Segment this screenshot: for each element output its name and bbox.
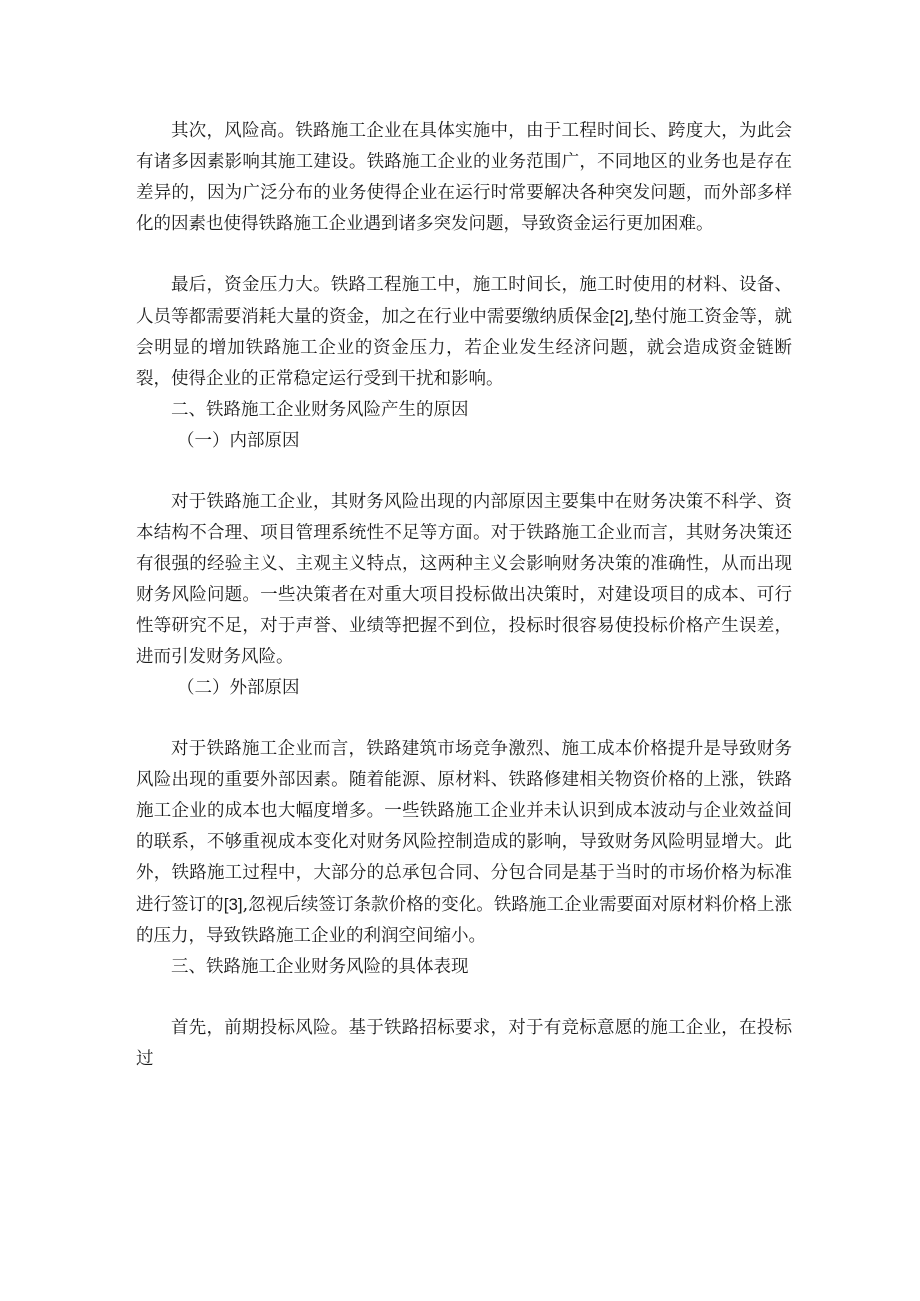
paragraph-risk-high: 其次，风险高。铁路施工企业在具体实施中，由于工程时间长、跨度大，为此会有诸多因素影响其施工建设。铁路施工企业的业务范围广，不同地区的业务也是存在差异的，因为广泛分布的业务使得企业在运行时常要解决各种突发问题，而外部多样化的因素也使得铁路施工企业遇到诸多突发问题，导致资金运行更加困难。 — [136, 121, 792, 234]
paragraph-capital-pressure — [136, 270, 792, 395]
paragraph-text: ,垫付施工资金等，就会明显的增加铁路施工企业的资金压力，若企业发生经济问题，就会造成资金链断裂，使得企业的正常稳定运行受到干扰和影响。 — [136, 307, 793, 389]
document-page — [136, 116, 792, 1075]
paragraph-bidding-risk: 首先，前期投标风险。基于铁路招标要求，对于有竞标意愿的施工企业，在投标过 — [136, 1018, 792, 1069]
paragraph-text: ,忽视后续签订条款价格的变化。铁路施工企业需要面对原材料价格上涨的压力，导致铁路施工企业的利润空间缩小。 — [136, 895, 793, 946]
paragraph-external-causes — [136, 734, 792, 952]
subheading-external: （二）外部原因 — [177, 678, 300, 698]
citation-3: [3] — [223, 895, 243, 914]
paragraph-internal-causes: 对于铁路施工企业，其财务风险出现的内部原因主要集中在财务决策不科学、资本结构不合理、项目管理系统性不足等方面。对于铁路施工企业而言，其财务决策还有很强的经验主义、主观主义特点，这两种主义会影响财务决策的准确性，从而出现财务风险问题。一些决策者在对重大项目投标做出决策时，对建设项目的成本、可行性等研究不足，对于声誉、业绩等把握不到位，投标时很容易使投标价格产生误差，进而引发财务风险。 — [136, 492, 792, 667]
paragraph-text: 最后，资金压力大。铁路工程施工中，施工时间长，施工时使用的材料、设备、人员等都需要消耗大量的资金，加之在行业中需要缴纳质保金 — [136, 275, 792, 327]
citation-2: [2] — [609, 307, 629, 326]
section-heading-manifestations: 三、铁路施工企业财务风险的具体表现 — [171, 957, 469, 977]
subheading-internal: （一）内部原因 — [177, 431, 300, 451]
paragraph-text: 对于铁路施工企业而言，铁路建筑市场竞争激烈、施工成本价格提升是导致财务风险出现的重要外部因素。随着能源、原材料、铁路修建相关物资价格的上涨，铁路施工企业的成本也大幅度增多。一些铁路施工企业并未认识到成本波动与企业效益间的联系，不够重视成本变化对财务风险控制造成的影响，导致财务风险明显增大。此外，铁路施工过程中，大部分的总承包合同、分包合同是基于当时的市场价格为标准进行签订的 — [136, 739, 792, 915]
section-heading-causes: 二、铁路施工企业财务风险产生的原因 — [171, 400, 469, 420]
